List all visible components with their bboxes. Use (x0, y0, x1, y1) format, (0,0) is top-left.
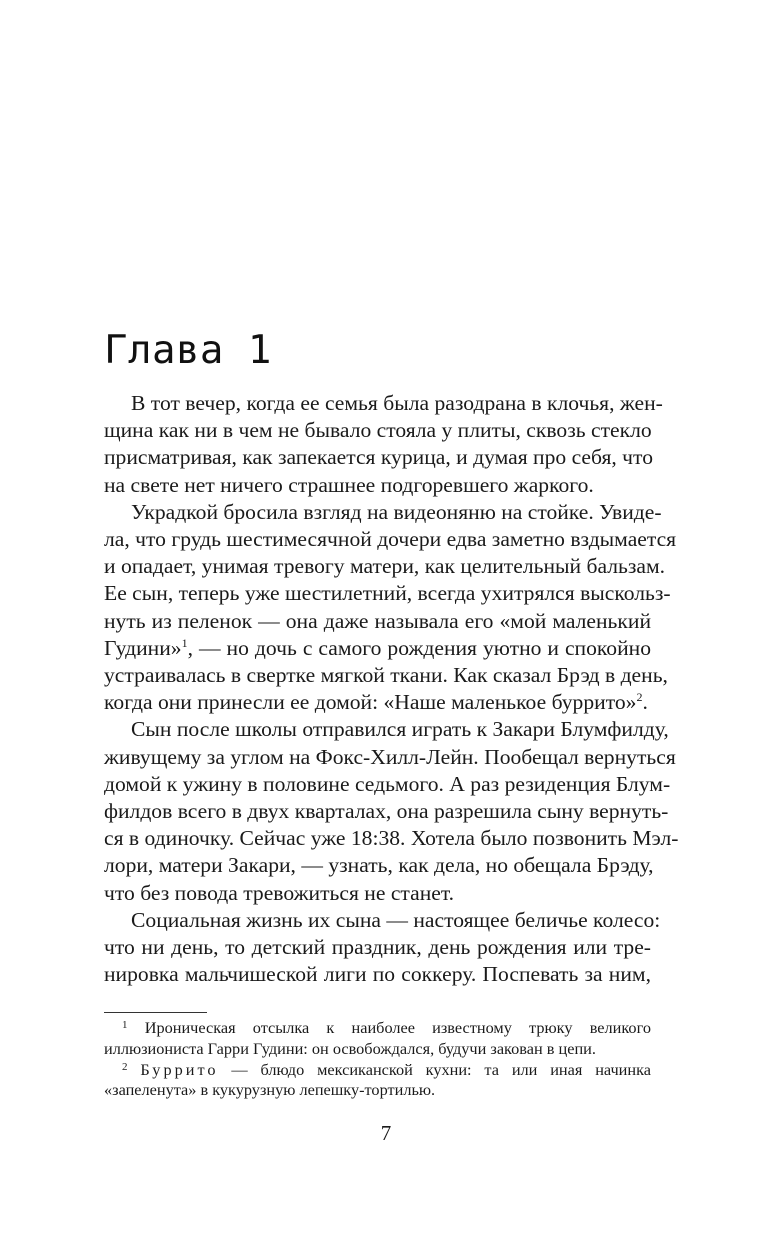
text-line: нировка мальчишеской лиги по соккеру. Поспевать за ним, (104, 962, 651, 987)
body-text (104, 390, 679, 988)
text-line: когда они принесли ее домой: «Наше маленькое буррито»$^2$. (104, 690, 648, 715)
text-line: Сын после школы отправился играть к Закари Блумфилду, (131, 717, 669, 742)
text-line: филдов всего в двух кварталах, она разрешила сыну вернуть- (104, 799, 669, 824)
text-line: Ее сын, теперь уже шестилетний, всегда ухитрялся выскольз- (104, 581, 671, 606)
text-line: Украдкой бросила взгляд на видеоняню на стойке. Увиде- (131, 499, 662, 524)
text-line: ла, что грудь шестимесячной дочери едва заметно вздымается (104, 527, 677, 552)
footnote (104, 1018, 651, 1060)
text-line: присматривая, как запекается курица, и думая про себя, что (104, 445, 653, 470)
text-line: щина как ни в чем не бывало стояла у плиты, сквозь стекло (104, 418, 652, 443)
text-line (104, 635, 651, 662)
text-fragment: , — но дочь с самого рождения уютно и спокойно (187, 635, 651, 660)
text-fragment: Ироническая отсылка к наиболее известному трюку великого (144, 1018, 651, 1037)
footnote (104, 1060, 651, 1102)
footnote-mark: 2 (122, 1060, 128, 1073)
text-line: на свете нет ничего страшнее подгоревшего жаркого. (104, 472, 594, 497)
page-number: 7 (380, 1121, 392, 1145)
footnote-ref[interactable]: 1 (181, 635, 188, 650)
text-line: живущему за углом на Фокс-Хилл-Лейн. Пообещал вернуться (104, 744, 676, 769)
text-fragment: когда они принесли ее домой: «Наше маленькое буррито» (104, 690, 637, 715)
text-line: и опадает, унимая тревогу матери, как целительный бальзам. (104, 554, 666, 579)
paragraph (104, 499, 677, 717)
text-line: что ни день, то детский праздник, день рождения или тре- (104, 935, 651, 960)
footnote-term: Буррито (140, 1059, 219, 1079)
chapter-title: Глава 1 (104, 328, 272, 373)
text-line: что без повода тревожиться не станет. (104, 880, 455, 905)
paragraph (104, 716, 679, 906)
footnote-line: «запеленута» в кукурузную лепешку-тортилью. (104, 1080, 436, 1100)
paragraph (104, 907, 661, 989)
text-line: нуть из пеленок — она даже называла его «мой маленький (104, 608, 651, 633)
footnote-line (104, 1018, 651, 1039)
footnote-divider (104, 1012, 207, 1013)
text-line: В тот вечер, когда ее семья была разодрана в клочья, жен- (131, 391, 663, 415)
footnote-ref[interactable]: 2 (636, 690, 643, 705)
text-line: устраивалась в свертке мягкой ткани. Как сказал Брэд в день, (104, 663, 668, 688)
footnote-line (104, 1060, 651, 1081)
footnote-line: иллюзиониста Гарри Гудини: он освобождался, будучи закован в цепи. (104, 1038, 596, 1058)
paragraph (104, 390, 663, 499)
text-line: домой к ужину в половине седьмого. А раз резиденция Блум- (104, 771, 671, 796)
text-line: ся в одиночку. Сейчас уже 18:38. Хотела было позвонить Мэл- (104, 826, 679, 851)
footnotes (104, 1018, 651, 1101)
text-fragment: — блюдо мексиканской кухни: та или иная начинка (218, 1059, 652, 1079)
text-line: лори, матери Закари, — узнать, как дела, но обещала Брэду, (104, 853, 654, 878)
text-fragment: Гудини» (104, 635, 182, 660)
text-line: Социальная жизнь их сына — настоящее беличье колесо: (131, 907, 661, 932)
footnote-mark: 1 (122, 1019, 128, 1031)
